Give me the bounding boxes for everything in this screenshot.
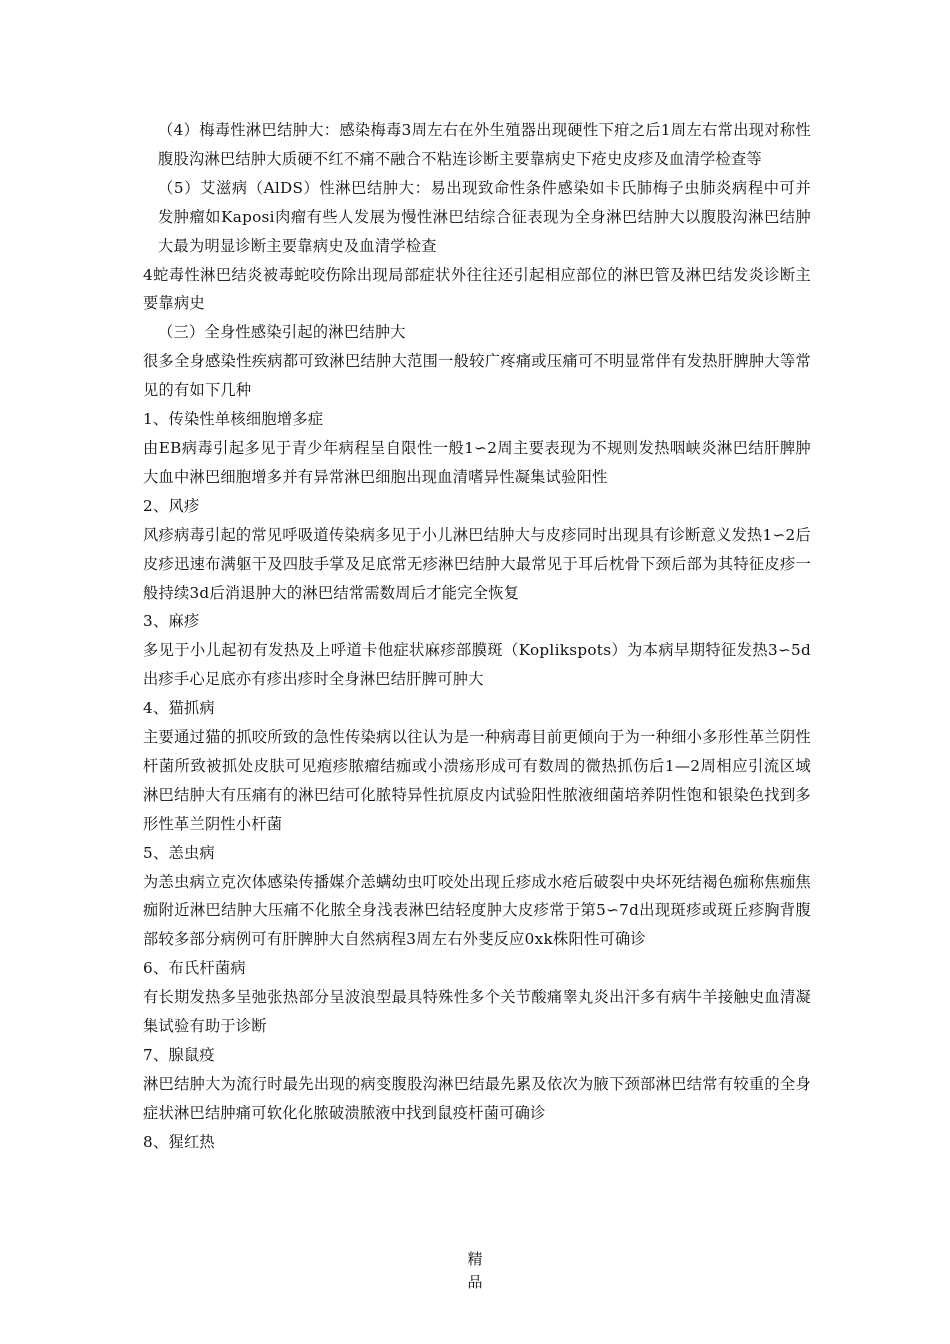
paragraph-syphilis-lymphadenopathy: （4）梅毒性淋巴结肿大：感染梅毒3周左右在外生殖器出现硬性下疳之后1周左右常出现对称性腹股沟淋巴结肿大质硬不红不痛不融合不粘连诊断主要靠病史下疮史皮疹及血清学检查等: [158, 121, 811, 168]
paragraph-cat-scratch-disease: 主要通过猫的抓咬所致的急性传染病以往认为是一种病毒目前更倾向于为一种细小多形性革兰阴性杆菌所致被抓处皮肤可见疱疹脓瘤结痂或小溃疡形成可有数周的微热抓伤后1—2周相应引流区域淋巴结肿大有压痛有的淋巴结可化脓特异性抗原皮内试验阳性脓液细菌培养阴性饱和银染色找到多形性革兰阴性小杆菌: [143, 728, 811, 833]
document-body: [143, 116, 811, 1157]
heading-brucellosis: 6、布氏杆菌病: [143, 959, 246, 978]
footer-char-2: 品: [467, 1273, 483, 1291]
paragraph-measles: 多见于小儿起初有发热及上呼道卡他症状麻疹部膜斑（Koplikspots）为本病早期特征发热3∽5d出疹手心足底亦有疹出疹时全身淋巴结肝脾可肿大: [143, 641, 811, 689]
page-footer: [0, 1248, 950, 1294]
section-heading-systemic-infection: （三）全身性感染引起的淋巴结肿大: [158, 323, 406, 342]
paragraph-infectious-mononucleosis: 由EB病毒引起多见于青少年病程呈自限性一般1∽2周主要表现为不规则发热咽峡炎淋巴结肝脾肿大血中淋巴细胞增多并有异常淋巴细胞出现血清嗜异性凝集试验阳性: [143, 438, 811, 486]
paragraph-bubonic-plague: 淋巴结肿大为流行时最先出现的病变腹股沟淋巴结最先累及依次为腋下颈部淋巴结常有较重的全身症状淋巴结肿痛可软化化脓破溃脓液中找到鼠疫杆菌可确诊: [143, 1074, 811, 1122]
paragraph-systemic-infection-intro: 很多全身感染性疾病都可致淋巴结肿大范围一般较广疼痛或压痛可不明显常伴有发热肝脾肿大等常见的有如下几种: [143, 352, 811, 400]
paragraph-rubella: 风疹病毒引起的常见呼吸道传染病多见于小儿淋巴结肿大与皮疹同时出现具有诊断意义发热1∽2后皮疹迅速布满躯干及四肢手掌及足底常无疹淋巴结肿大最常见于耳后枕骨下颈后部为其特征皮疹一般持续3d后消退肿大的淋巴结常需数周后才能完全恢复: [143, 525, 811, 602]
heading-rubella: 2、风疹: [143, 496, 200, 515]
heading-infectious-mononucleosis: 1、传染性单核细胞增多症: [143, 410, 324, 429]
heading-measles: 3、麻疹: [143, 612, 200, 631]
heading-scarlet-fever: 8、猩红热: [143, 1132, 215, 1151]
paragraph-scrub-typhus: 为恙虫病立克次体感染传播媒介恙螨幼虫叮咬处出现丘疹成水疮后破裂中央坏死结褐色痂称焦痂焦痂附近淋巴结肿大压痛不化脓全身浅表淋巴结轻度肿大皮疹常于第5∽7d出现斑疹或斑丘疹胸背腹部较多部分病例可有肝脾肿大自然病程3周左右外斐反应0xk株阳性可确诊: [143, 872, 811, 949]
heading-cat-scratch-disease: 4、猫抓病: [143, 699, 215, 718]
paragraph-brucellosis: 有长期发热多呈弛张热部分呈波浪型最具特殊性多个关节酸痛睾丸炎出汗多有病牛羊接触史血清凝集试验有助于诊断: [143, 988, 811, 1036]
paragraph-snake-venom-lymphadenitis: 4蛇毒性淋巴结炎被毒蛇咬伤除出现局部症状外往往还引起相应部位的淋巴管及淋巴结发炎诊断主要靠病史: [143, 265, 811, 313]
heading-scrub-typhus: 5、恙虫病: [143, 843, 215, 862]
paragraph-aids-lymphadenopathy: （5）艾滋病（AlDS）性淋巴结肿大：易出现致命性条件感染如卡氏肺梅子虫肺炎病程中可并发肿瘤如Kaposi肉瘤有些人发展为慢性淋巴结综合征表现为全身淋巴结肿大以腹股沟淋巴结肿大最为明显诊断主要靠病史及血清学检查: [158, 178, 811, 255]
footer-char-1: 精: [467, 1250, 483, 1268]
heading-bubonic-plague: 7、腺鼠疫: [143, 1046, 215, 1064]
